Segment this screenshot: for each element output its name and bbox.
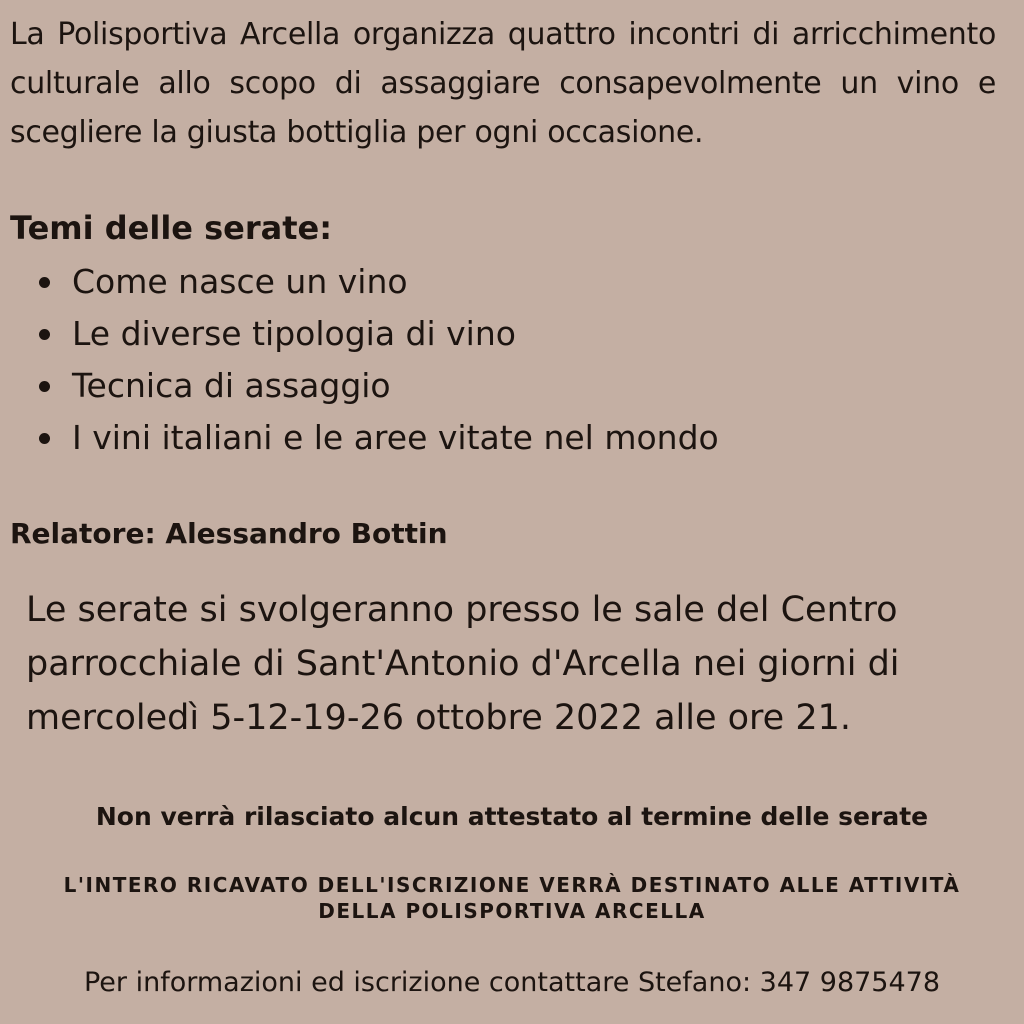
bullet-icon bbox=[39, 329, 50, 340]
schedule-paragraph: Le serate si svolgeranno presso le sale del Centro parrocchiale di Sant'Antonio d'Arcella nei giorni di mercoledì 5-12-19-26 ottobre 2022 alle ore 21. bbox=[26, 590, 900, 738]
list-item bbox=[32, 256, 719, 308]
topic-label: Le diverse tipologia di vino bbox=[72, 314, 516, 353]
topic-label: Tecnica di assaggio bbox=[72, 366, 391, 405]
bullet-icon bbox=[39, 381, 50, 392]
topics-heading: Temi delle serate: bbox=[10, 209, 333, 247]
intro-paragraph: La Polisportiva Arcella organizza quattro incontri di arricchimento culturale allo scopo di assaggiare consapevolmente un vino e scegliere la giusta bottiglia per ogni occasione. bbox=[10, 17, 996, 150]
topics-list bbox=[32, 256, 719, 464]
proceeds-notice: L'INTERO RICAVATO DELL'ISCRIZIONE VERRÀ DESTINATO ALLE ATTIVITÀ DELLA POLISPORTIVA ARCELLA bbox=[63, 873, 961, 923]
topic-label: Come nasce un vino bbox=[72, 262, 408, 301]
topic-label: I vini italiani e le aree vitate nel mondo bbox=[72, 418, 719, 457]
list-item bbox=[32, 308, 719, 360]
certificate-notice: Non verrà rilasciato alcun attestato al termine delle serate bbox=[95, 802, 929, 831]
list-item bbox=[32, 412, 719, 464]
speaker-line: Relatore: Alessandro Bottin bbox=[10, 517, 448, 550]
bullet-icon bbox=[39, 277, 50, 288]
list-item bbox=[32, 360, 719, 412]
bullet-icon bbox=[39, 433, 50, 444]
contact-line: Per informazioni ed iscrizione contattare Stefano: 347 9875478 bbox=[83, 967, 941, 998]
